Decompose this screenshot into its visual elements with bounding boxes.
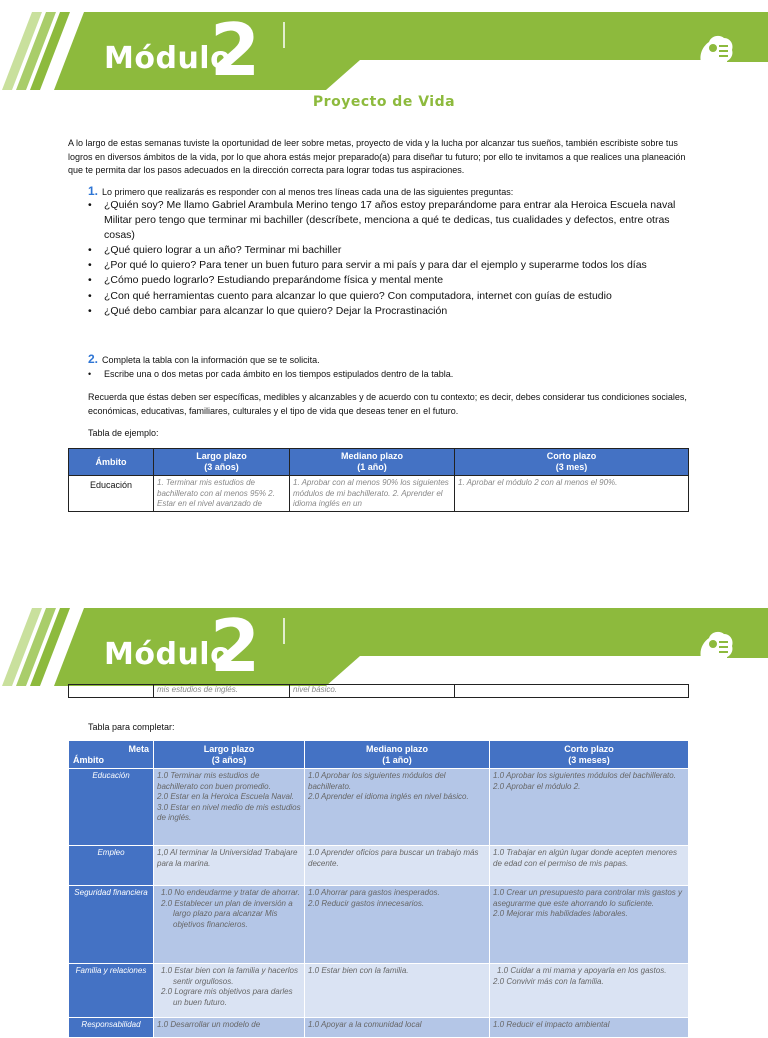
cell-corto: 1.0 Reducir el impacto ambiental [490,1018,689,1038]
list-item: • ¿Cómo puedo lograrlo? Estudiando preparándome física y mental mente [88,273,698,288]
cell-corto: 1. Aprobar el módulo 2 con al menos el 90%. [455,476,689,512]
table-row [69,886,689,964]
example-table-continued [68,684,689,698]
header-ambito: Ámbito [69,449,154,476]
example-table [68,448,689,512]
question-1 [88,184,698,319]
cell-largo: 1.0 No endeudarme y tratar de ahorrar. 2.0 Establecer un plan de inversión a largo plazo para alcanzar Mis objetivos financieros. [154,886,305,964]
cell-ambito: Educación [69,769,154,846]
cell-mediano: 1. Aprobar con al menos 90% los siguientes módulos de mi bachillerato. 2. Aprender el idioma inglés en un [290,476,455,512]
cell-ambito: Familia y relaciones [69,964,154,1018]
cell-ambito: Responsabilidad [69,1018,154,1038]
cell-corto: 1.0 Trabajar en algún lugar donde acepten menores de edad con el permiso de mis papas. [490,846,689,886]
cell-largo: 1.0 Estar bien con la familia y hacerlos sentir orgullosos. 2.0 Lograre mis objetivos para darles un buen futuro. [154,964,305,1018]
question-1-instruction: Lo primero que realizarás es responder con al menos tres líneas cada una de las siguientes preguntas: [102,187,514,197]
answers-list [88,198,698,319]
header-corto-plazo: Corto plazo (3 mes) [455,449,689,476]
module-number: 2 [210,604,261,688]
cell-ambito [69,685,154,698]
cell-mediano: 1.0 Aprender oficios para buscar un trabajo más decente. [305,846,490,886]
header-mediano-plazo: Mediano plazo (1 año) [290,449,455,476]
list-item: • ¿Con qué herramientas cuento para alcanzar lo que quiero? Con computadora, internet con guías de estudio [88,289,698,304]
table-row [69,769,689,846]
header-meta-ambito: Meta Ámbito [69,741,154,769]
question-1-number: 1. [88,184,99,198]
question-2-bullet: • Escribe una o dos metas por cada ámbito en los tiempos estipulados dentro de la tabla. [88,368,698,381]
module-title: Módulo [104,637,232,672]
question-2-heading [88,352,698,366]
page-title: Proyecto de Vida [312,94,456,110]
cell-largo: 1.0 Terminar mis estudios de bachillerato con buen promedio. 2.0 Estar en la Heroica Escuela Naval. 3.0 Estar en nivel medio de mis estudios de inglés. [154,769,305,846]
list-item: • ¿Qué quiero lograr a un año? Terminar mi bachiller [88,243,698,258]
table-row [69,1018,689,1038]
module-banner-top [0,8,768,102]
cell-corto: 1.0 Aprobar los siguientes módulos del bachillerato. 2.0 Aprobar el módulo 2. [490,769,689,846]
table-row [69,685,689,698]
intro-paragraph: A lo largo de estas semanas tuviste la oportunidad de leer sobre metas, proyecto de vida y la lucha por alcanzar tus sueños, también escribiste sobre tus logros en diversos ámbitos de la vida, por lo que ahora estás mejor preparado(a) para diseñar tu futuro; por ello te invitamos a que realices una planeación que te permita dar los pasos adecuados en la dirección correcta para lograr todas tus aspiraciones. [68,138,686,176]
cell-mediano: 1.0 Aprobar los siguientes módulos del bachillerato. 2.0 Aprender el idioma inglés en nivel básico. [305,769,490,846]
cell-largo: 1. Terminar mis estudios de bachillerato con al menos 95% 2. Estar en el nivel avanzado de [154,476,290,512]
complete-table-label: Tabla para completar: [88,722,175,732]
header-largo-plazo: Largo plazo (3 años) [154,741,305,769]
prepa-en-linea-logo-icon [697,628,737,662]
list-item: • ¿Qué debo cambiar para alcanzar lo que quiero? Dejar la Procrastinación [88,304,698,319]
cell-largo: 1,0 Al terminar la Universidad Trabajare para la marina. [154,846,305,886]
cell-mediano: 1.0 Ahorrar para gastos inesperados. 2.0 Reducir gastos innecesarios. [305,886,490,964]
question-1-heading [88,184,698,198]
list-item: • ¿Por qué lo quiero? Para tener un buen futuro para servir a mi país y para dar el ejemplo y superarme todos los días [88,258,698,273]
table-row [69,846,689,886]
cell-ambito: Empleo [69,846,154,886]
question-2-number: 2. [88,352,99,366]
example-table-label: Tabla de ejemplo: [88,428,159,438]
cell-corto: 1.0 Crear un presupuesto para controlar mis gastos y asegurarme que este ahorrando lo suficiente. 2.0 Mejorar mis habilidades laborales. [490,886,689,964]
cell-ambito: Educación [69,476,154,512]
table-header-row [69,449,689,476]
cell-largo: mis estudios de inglés. [154,685,290,698]
list-item: • ¿Quién soy? Me llamo Gabriel Arambula Merino tengo 17 años estoy preparándome para entrar ala Heroica Escuela naval Militar pero tengo que terminar mi bachiller (descríbete, menciona a qué te dedicas, tus cualidades y defectos, entre otras cosas) [88,198,698,243]
question-2-instruction: Completa la tabla con la información que se te solicita. [102,355,320,365]
cell-corto: 1.0 Cuidar a mi mama y apoyarla en los gastos. 2.0 Convivir más con la familia. [490,964,689,1018]
table-row [69,964,689,1018]
module-title: Módulo [104,41,232,76]
cell-mediano: 1.0 Estar bien con la familia. [305,964,490,1018]
module-number: 2 [210,8,261,92]
cell-mediano: nivel básico. [290,685,455,698]
prepa-en-linea-logo-icon [697,32,737,66]
cell-ambito: Seguridad financiera [69,886,154,964]
reminder-paragraph: Recuerda que éstas deben ser específicas, medibles y alcanzables y de acuerdo con tu contexto; es decir, debes considerar tus condiciones sociales, económicas, educativas, familiares, culturales y el tipo de vida que deseas tener en el futuro. [88,392,687,416]
table-row [69,476,689,512]
goals-table [68,740,689,1038]
header-largo-plazo: Largo plazo (3 años) [154,449,290,476]
cell-mediano: 1.0 Apoyar a la comunidad local [305,1018,490,1038]
table-header-row [69,741,689,769]
question-2 [88,352,698,381]
cell-largo: 1.0 Desarrollar un modelo de [154,1018,305,1038]
cell-corto [455,685,689,698]
header-corto-plazo: Corto plazo (3 meses) [490,741,689,769]
header-mediano-plazo: Mediano plazo (1 año) [305,741,490,769]
